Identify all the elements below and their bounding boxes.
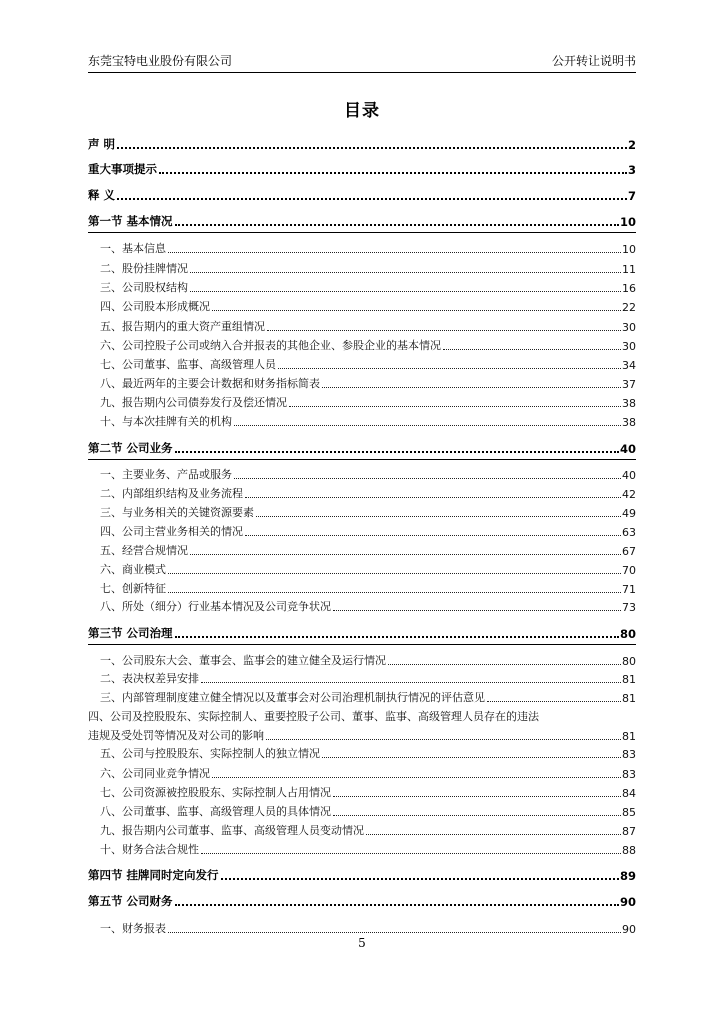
toc-entry-label: 第五节 公司财务 xyxy=(88,894,173,908)
toc-entry-label: 声 明 xyxy=(88,137,116,151)
toc-dot-leader xyxy=(175,224,619,226)
header-company-name: 东莞宝特电业股份有限公司 xyxy=(88,54,233,68)
toc-entry[interactable] xyxy=(88,784,636,800)
toc-dot-leader xyxy=(175,904,619,906)
toc-dot-leader xyxy=(117,198,627,200)
page-title: 目录 xyxy=(344,101,380,121)
toc-section-entry[interactable] xyxy=(88,161,636,177)
toc-entry-page-number: 81 xyxy=(622,730,636,743)
toc-dot-leader xyxy=(190,291,621,292)
toc-entry-label: 五、报告期内的重大资产重组情况 xyxy=(100,320,265,333)
toc-entry[interactable] xyxy=(88,298,636,314)
toc-section-entry[interactable] xyxy=(88,893,636,909)
toc-entry[interactable] xyxy=(88,504,636,520)
toc-dot-leader xyxy=(322,387,621,388)
toc-entry-page-number: 63 xyxy=(622,526,636,539)
toc-entry-label: 二、股份挂牌情况 xyxy=(100,262,188,275)
toc-entry[interactable] xyxy=(88,727,636,743)
toc-entry-label: 一、财务报表 xyxy=(100,922,166,935)
toc-dot-leader xyxy=(322,757,621,758)
toc-dot-leader xyxy=(289,406,621,407)
toc-entry-page-number: 37 xyxy=(622,378,636,391)
toc-entry-label: 五、公司与控股股东、实际控制人的独立情况 xyxy=(100,747,320,760)
toc-entry-page-number: 2 xyxy=(627,138,636,152)
toc-entry-page-number: 80 xyxy=(622,655,636,668)
toc-entry[interactable] xyxy=(88,318,636,334)
toc-dot-leader xyxy=(117,147,627,149)
toc-entry[interactable] xyxy=(88,920,636,936)
toc-entry-page-number: 80 xyxy=(619,627,636,641)
toc-entry[interactable] xyxy=(88,670,636,686)
toc-entry-label: 七、公司资源被控股股东、实际控制人占用情况 xyxy=(100,786,331,799)
toc-section-entry[interactable] xyxy=(88,867,636,883)
toc-entry-label: 第四节 挂牌同时定向发行 xyxy=(88,868,219,882)
toc-dot-leader xyxy=(168,573,621,574)
toc-entry-page-number: 90 xyxy=(622,923,636,936)
page-number: 5 xyxy=(358,936,366,950)
toc-entry[interactable] xyxy=(88,841,636,857)
toc-entry-page-number: 22 xyxy=(622,301,636,314)
toc-dot-leader xyxy=(245,535,621,536)
toc-entry-page-number: 16 xyxy=(622,282,636,295)
toc-entry[interactable] xyxy=(88,413,636,429)
toc-entry[interactable] xyxy=(88,822,636,838)
toc-entry-page-number: 83 xyxy=(622,768,636,781)
toc-entry-label: 六、公司同业竞争情况 xyxy=(100,767,210,780)
toc-dot-leader xyxy=(201,853,621,854)
toc-dot-leader xyxy=(234,425,621,426)
toc-entry-page-number: 40 xyxy=(619,442,636,456)
toc-entry-page-number: 30 xyxy=(622,340,636,353)
toc-entry-page-number: 3 xyxy=(627,163,636,177)
toc-entry-page-number: 11 xyxy=(622,263,636,276)
toc-entry-page-number: 83 xyxy=(622,748,636,761)
toc-entry-page-number: 87 xyxy=(622,825,636,838)
section-divider xyxy=(88,459,636,460)
toc-dot-leader xyxy=(487,701,621,702)
toc-entry-label: 九、报告期内公司债券发行及偿还情况 xyxy=(100,396,287,409)
toc-entry-label: 释 义 xyxy=(88,188,116,202)
toc-dot-leader xyxy=(443,349,621,350)
toc-entry-page-number: 84 xyxy=(622,787,636,800)
toc-entry-label: 十、与本次挂牌有关的机构 xyxy=(100,415,232,428)
toc-entry[interactable] xyxy=(88,542,636,558)
toc-dot-leader xyxy=(221,878,619,880)
toc-entry-page-number: 71 xyxy=(622,583,636,596)
toc-dot-leader xyxy=(266,739,621,740)
toc-entry[interactable] xyxy=(88,708,636,724)
toc-entry-label: 十、财务合法合规性 xyxy=(100,843,199,856)
toc-dot-leader xyxy=(175,636,619,638)
toc-entry-page-number: 34 xyxy=(622,359,636,372)
toc-entry[interactable] xyxy=(88,260,636,276)
toc-entry-page-number: 38 xyxy=(622,416,636,429)
toc-entry-label: 一、公司股东大会、董事会、监事会的建立健全及运行情况 xyxy=(100,654,386,667)
toc-entry[interactable] xyxy=(88,394,636,410)
toc-entry-label: 二、内部组织结构及业务流程 xyxy=(100,487,243,500)
toc-dot-leader xyxy=(212,777,621,778)
toc-entry[interactable] xyxy=(88,375,636,391)
toc-dot-leader xyxy=(366,834,621,835)
toc-dot-leader xyxy=(175,451,619,453)
toc-entry-label: 六、商业模式 xyxy=(100,563,166,576)
toc-entry[interactable] xyxy=(88,356,636,372)
toc-entry[interactable] xyxy=(88,598,636,614)
toc-entry-label: 二、表决权差异安排 xyxy=(100,672,199,685)
toc-dot-leader xyxy=(234,478,621,479)
toc-entry[interactable] xyxy=(88,337,636,353)
toc-dot-leader xyxy=(333,815,621,816)
toc-entry-page-number: 40 xyxy=(622,469,636,482)
page-header xyxy=(88,52,636,73)
toc-dot-leader xyxy=(267,330,621,331)
toc-section-entry[interactable] xyxy=(88,187,636,203)
toc-entry-page-number: 81 xyxy=(622,673,636,686)
toc-section-entry[interactable] xyxy=(88,625,636,641)
toc-section-entry[interactable] xyxy=(88,440,636,456)
toc-entry-page-number: 70 xyxy=(622,564,636,577)
toc-entry-page-number: 10 xyxy=(619,215,636,229)
toc-entry-label: 六、公司控股子公司或纳入合并报表的其他企业、参股企业的基本情况 xyxy=(100,339,441,352)
toc-dot-leader xyxy=(388,664,621,665)
toc-entry-page-number: 81 xyxy=(622,692,636,705)
toc-entry-page-number: 49 xyxy=(622,507,636,520)
toc-entry-page-number: 89 xyxy=(619,869,636,883)
toc-entry-label: 四、公司及控股股东、实际控制人、重要控股子公司、董事、监事、高级管理人员存在的违法 xyxy=(88,710,539,723)
toc-entry[interactable] xyxy=(88,466,636,482)
toc-entry-page-number: 67 xyxy=(622,545,636,558)
toc-entry-label: 三、与业务相关的关键资源要素 xyxy=(100,506,254,519)
toc-dot-leader xyxy=(212,310,621,311)
section-divider xyxy=(88,232,636,233)
toc-entry-page-number: 30 xyxy=(622,321,636,334)
toc-entry[interactable] xyxy=(88,745,636,761)
toc-entry-label: 第三节 公司治理 xyxy=(88,626,173,640)
toc-entry-page-number: 90 xyxy=(619,895,636,909)
toc-dot-leader xyxy=(256,516,621,517)
toc-dot-leader xyxy=(333,796,621,797)
toc-entry-label: 第二节 公司业务 xyxy=(88,441,173,455)
toc-entry-page-number: 42 xyxy=(622,488,636,501)
toc-entry[interactable] xyxy=(88,803,636,819)
toc-dot-leader xyxy=(190,554,621,555)
toc-entry-label: 八、最近两年的主要会计数据和财务指标简表 xyxy=(100,377,320,390)
toc-entry-label: 五、经营合规情况 xyxy=(100,544,188,557)
toc-entry[interactable] xyxy=(88,240,636,256)
toc-entry-label: 三、公司股权结构 xyxy=(100,281,188,294)
toc-dot-leader xyxy=(159,172,627,174)
toc-entry-page-number: 38 xyxy=(622,397,636,410)
toc-dot-leader xyxy=(190,272,621,273)
toc-entry[interactable] xyxy=(88,485,636,501)
toc-entry[interactable] xyxy=(88,580,636,596)
toc-entry[interactable] xyxy=(88,561,636,577)
section-divider xyxy=(88,644,636,645)
toc-entry-label: 七、公司董事、监事、高级管理人员 xyxy=(100,358,276,371)
toc-entry-label: 四、公司股本形成概况 xyxy=(100,300,210,313)
toc-entry-page-number: 10 xyxy=(622,243,636,256)
toc-entry-page-number: 73 xyxy=(622,601,636,614)
toc-entry-label: 八、公司董事、监事、高级管理人员的具体情况 xyxy=(100,805,331,818)
toc-dot-leader xyxy=(278,368,621,369)
header-document-title: 公开转让说明书 xyxy=(551,54,636,68)
toc-section-entry[interactable] xyxy=(88,136,636,152)
toc-entry-label: 一、主要业务、产品或服务 xyxy=(100,468,232,481)
toc-entry-label: 七、创新特征 xyxy=(100,582,166,595)
toc-entry-label: 八、所处（细分）行业基本情况及公司竞争状况 xyxy=(100,600,331,613)
toc-entry[interactable] xyxy=(88,652,636,668)
toc-entry-label: 重大事项提示 xyxy=(88,162,157,176)
toc-dot-leader xyxy=(201,682,621,683)
toc-entry[interactable] xyxy=(88,689,636,705)
toc-entry-label: 九、报告期内公司董事、监事、高级管理人员变动情况 xyxy=(100,824,364,837)
toc-entry-label: 四、公司主营业务相关的情况 xyxy=(100,525,243,538)
toc-entry-label: 违规及受处罚等情况及对公司的影响 xyxy=(88,729,264,742)
toc-entry-page-number: 88 xyxy=(622,844,636,857)
toc-entry-label: 一、基本信息 xyxy=(100,242,166,255)
toc-dot-leader xyxy=(168,592,621,593)
toc-dot-leader xyxy=(168,932,621,933)
toc-entry[interactable] xyxy=(88,279,636,295)
toc-dot-leader xyxy=(245,497,621,498)
toc-dot-leader xyxy=(333,610,621,611)
toc-dot-leader xyxy=(168,252,621,253)
toc-entry-page-number: 85 xyxy=(622,806,636,819)
toc-entry-page-number: 7 xyxy=(627,189,636,203)
toc-section-entry[interactable] xyxy=(88,213,636,229)
toc-entry[interactable] xyxy=(88,765,636,781)
toc-entry-label: 三、内部管理制度建立健全情况以及董事会对公司治理机制执行情况的评估意见 xyxy=(100,691,485,704)
toc-entry-label: 第一节 基本情况 xyxy=(88,214,173,228)
toc-entry[interactable] xyxy=(88,523,636,539)
